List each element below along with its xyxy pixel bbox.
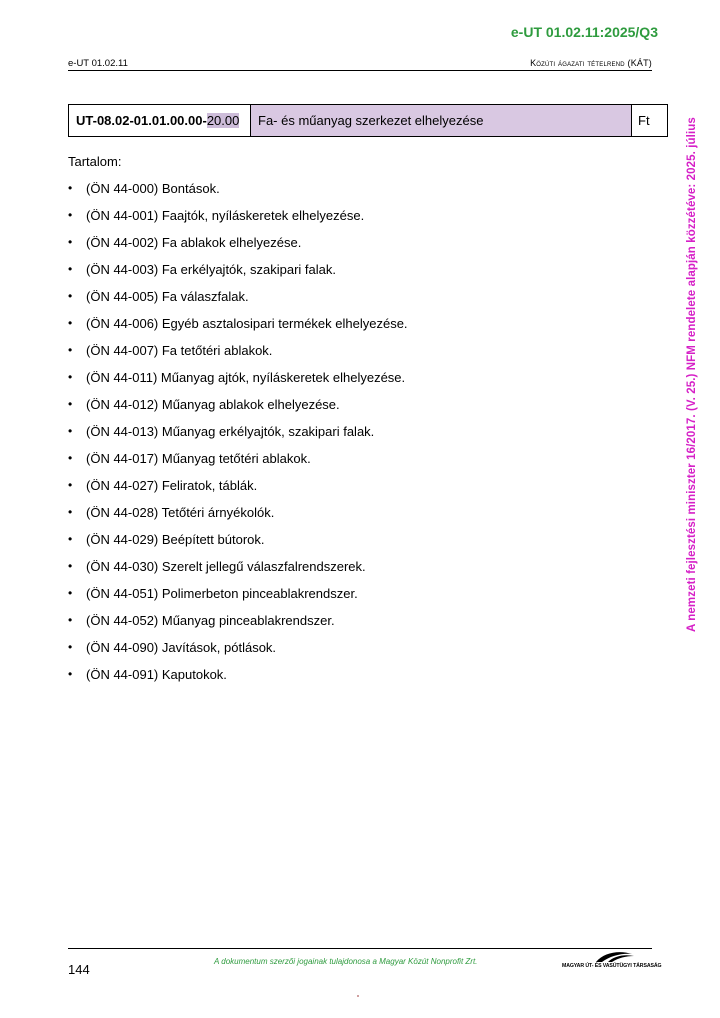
list-item: • (ÖN 44-003) Fa erkélyajtók, szakipari falak. xyxy=(68,262,336,277)
bullet-icon: • xyxy=(68,208,73,222)
list-item: • (ÖN 44-006) Egyéb asztalosipari termékek elhelyezése. xyxy=(68,316,408,331)
footer-divider xyxy=(68,948,652,949)
bullet-icon: • xyxy=(68,235,73,249)
content-list xyxy=(68,181,408,694)
bullet-icon: • xyxy=(68,613,73,627)
list-item: • (ÖN 44-029) Beépített bútorok. xyxy=(68,532,265,547)
header-section-title: Közúti ágazati tételrend (KÁT) xyxy=(530,58,652,68)
list-item: • (ÖN 44-052) Műanyag pinceablakrendszer. xyxy=(68,613,335,628)
bullet-icon: • xyxy=(68,316,73,330)
header-document-id: e-UT 01.02.11 xyxy=(68,58,128,69)
bullet-icon: • xyxy=(68,505,73,519)
bullet-icon: • xyxy=(68,262,73,276)
list-item: • (ÖN 44-028) Tetőtéri árnyékolók. xyxy=(68,505,275,520)
item-code-cell xyxy=(69,105,251,136)
logo-text: MAGYAR ÚT- ÉS VASÚTÜGYI TÁRSASÁG xyxy=(562,963,662,969)
list-item: • (ÖN 44-005) Fa válaszfalak. xyxy=(68,289,249,304)
bullet-icon: • xyxy=(68,586,73,600)
list-item: • (ÖN 44-011) Műanyag ajtók, nyíláskeretek elhelyezése. xyxy=(68,370,406,385)
list-item: • (ÖN 44-017) Műanyag tetőtéri ablakok. xyxy=(68,451,311,466)
list-item: • (ÖN 44-002) Fa ablakok elhelyezése. xyxy=(68,235,302,250)
bullet-icon: • xyxy=(68,478,73,492)
list-item: • (ÖN 44-027) Feliratok, táblák. xyxy=(68,478,258,493)
bullet-icon: • xyxy=(68,559,73,573)
list-item: • (ÖN 44-000) Bontások. xyxy=(68,181,220,196)
scan-mark xyxy=(357,995,359,997)
item-code-prefix: UT-08.02-01.01.00.00- xyxy=(76,113,207,128)
item-title-cell: Fa- és műanyag szerkezet elhelyezése xyxy=(251,105,632,136)
list-item: • (ÖN 44-090) Javítások, pótlások. xyxy=(68,640,277,655)
header-divider xyxy=(68,70,652,71)
list-item: • (ÖN 44-012) Műanyag ablakok elhelyezése. xyxy=(68,397,340,412)
list-item: • (ÖN 44-001) Faajtók, nyíláskeretek elhelyezése. xyxy=(68,208,365,223)
item-header-table xyxy=(68,104,668,137)
publication-note: A nemzeti fejlesztési miniszter 16/2017. (V. 25.) NFM rendelete alapján közzétéve: 2025. július xyxy=(686,117,698,632)
bullet-icon: • xyxy=(68,397,73,411)
page-number: 144 xyxy=(68,962,90,977)
list-item: • (ÖN 44-007) Fa tetőtéri ablakok. xyxy=(68,343,273,358)
bullet-icon: • xyxy=(68,451,73,465)
bullet-icon: • xyxy=(68,640,73,654)
bullet-icon: • xyxy=(68,667,73,681)
item-code-suffix: 20.00 xyxy=(206,113,240,128)
document-code: e-UT 01.02.11:2025/Q3 xyxy=(510,24,658,40)
list-item: • (ÖN 44-091) Kaputokok. xyxy=(68,667,227,682)
bullet-icon: • xyxy=(68,532,73,546)
content-label: Tartalom: xyxy=(68,154,122,169)
road-swoosh-icon xyxy=(562,950,654,964)
bullet-icon: • xyxy=(68,343,73,357)
item-unit-cell: Ft xyxy=(638,113,650,128)
copyright-notice: A dokumentum szerzői jogainak tulajdonosa a Magyar Közút Nonprofit Zrt. xyxy=(214,957,478,966)
list-item: • (ÖN 44-013) Műanyag erkélyajtók, szakipari falak. xyxy=(68,424,375,439)
bullet-icon: • xyxy=(68,370,73,384)
bullet-icon: • xyxy=(68,181,73,195)
list-item: • (ÖN 44-030) Szerelt jellegű válaszfalrendszerek. xyxy=(68,559,366,574)
list-item: • (ÖN 44-051) Polimerbeton pinceablakrendszer. xyxy=(68,586,358,601)
bullet-icon: • xyxy=(68,289,73,303)
society-logo xyxy=(562,950,662,972)
bullet-icon: • xyxy=(68,424,73,438)
